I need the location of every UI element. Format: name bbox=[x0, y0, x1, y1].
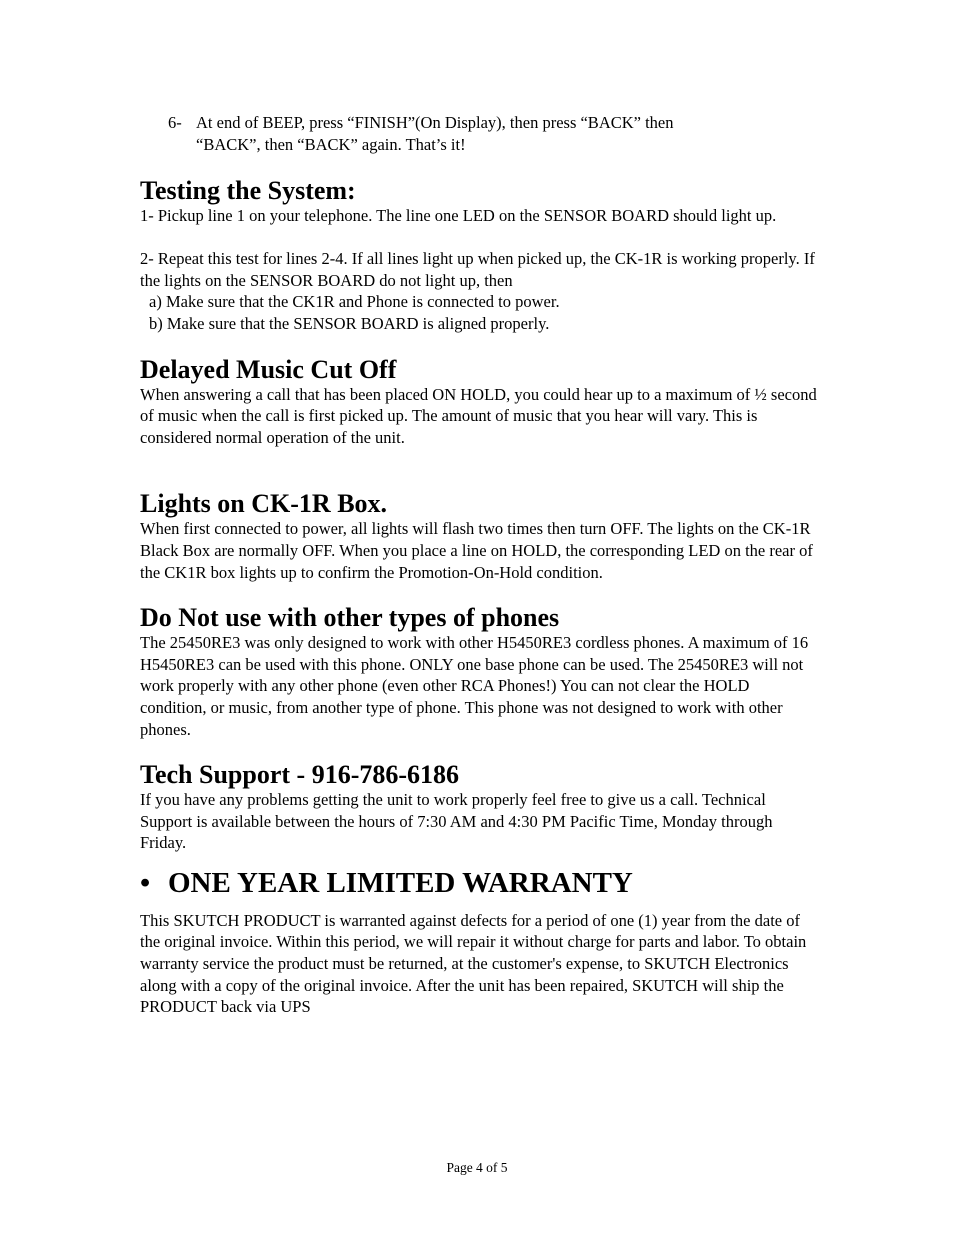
delayed-body: When answering a call that has been placed ON HOLD, you could hear up to a maximum of ½ second of music when the call is first picked up. The amount of music that you hear will vary. This is considered normal operation of the unit. bbox=[140, 384, 817, 447]
document-page bbox=[140, 112, 820, 1018]
testing-item-a: a) Make sure that the CK1R and Phone is connected to power. bbox=[149, 292, 560, 312]
donotuse-body: The 25450RE3 was only designed to work with other H5450RE3 cordless phones. A maximum of 16 H5450RE3 can be used with this phone. ONLY one base phone can be used. The 25450RE3 will not work properly with any other phone (even other RCA Phones!) You can not clear the HOLD condition, or music, from another type of phone. This phone was not designed to work with other phones. bbox=[140, 633, 809, 739]
warranty-body: This SKUTCH PRODUCT is warranted against defects for a period of one (1) year from the date of the original invoice. Within this period, we will repair it without charge for parts and labor. To obtain warranty service the product must be returned, at the customer's expense, to SKUTCH Electronics along with a copy of the original invoice. After the unit has been repaired, SKUTCH will ship the PRODUCT back via UPS bbox=[140, 910, 807, 1017]
donotuse-section bbox=[140, 604, 820, 740]
testing-heading: Testing the System: bbox=[140, 176, 356, 205]
step-6 bbox=[168, 112, 820, 155]
lights-heading: Lights on CK-1R Box. bbox=[140, 489, 388, 519]
testing-section bbox=[140, 177, 820, 335]
donotuse-heading: Do Not use with other types of phones bbox=[140, 603, 560, 633]
support-section bbox=[140, 761, 820, 854]
step-text bbox=[196, 112, 820, 155]
testing-paragraph-1: 1- Pickup line 1 on your telephone. The line one LED on the SENSOR BOARD should light up. bbox=[140, 206, 777, 225]
support-heading: Tech Support - 916-786-6186 bbox=[140, 760, 460, 790]
step-line-1: At end of BEEP, press “FINISH”(On Display), then press “BACK” then bbox=[196, 113, 674, 132]
bullet-icon: • bbox=[140, 866, 151, 899]
delayed-section bbox=[140, 356, 820, 449]
step-number: 6- bbox=[168, 113, 182, 132]
testing-paragraph-2: 2- Repeat this test for lines 2-4. If all lines light up when picked up, the CK-1R is working properly. If the lights on the SENSOR BOARD do not light up, then bbox=[140, 249, 815, 290]
delayed-heading: Delayed Music Cut Off bbox=[140, 354, 397, 384]
testing-item-b: b) Make sure that the SENSOR BOARD is aligned properly. bbox=[149, 313, 550, 333]
warranty-heading: ONE YEAR LIMITED WARRANTY bbox=[168, 866, 633, 899]
lights-section bbox=[140, 490, 820, 583]
warranty-heading-row bbox=[140, 866, 820, 900]
step-line-2: “BACK”, then “BACK” again. That’s it! bbox=[196, 134, 466, 154]
page-footer: Page 4 of 5 bbox=[446, 1160, 508, 1175]
support-body: If you have any problems getting the unit to work properly feel free to give us a call. Technical Support is available between the hours of 7:30 AM and 4:30 PM Pacific Time, Monday through Friday. bbox=[140, 790, 773, 853]
warranty-section bbox=[140, 866, 820, 1018]
lights-body: When first connected to power, all lights will flash two times then turn OFF. The lights on the CK-1R Black Box are normally OFF. When you place a line on HOLD, the corresponding LED on the rear of the CK1R box lights up to confirm the Promotion-On-Hold condition. bbox=[140, 519, 813, 582]
